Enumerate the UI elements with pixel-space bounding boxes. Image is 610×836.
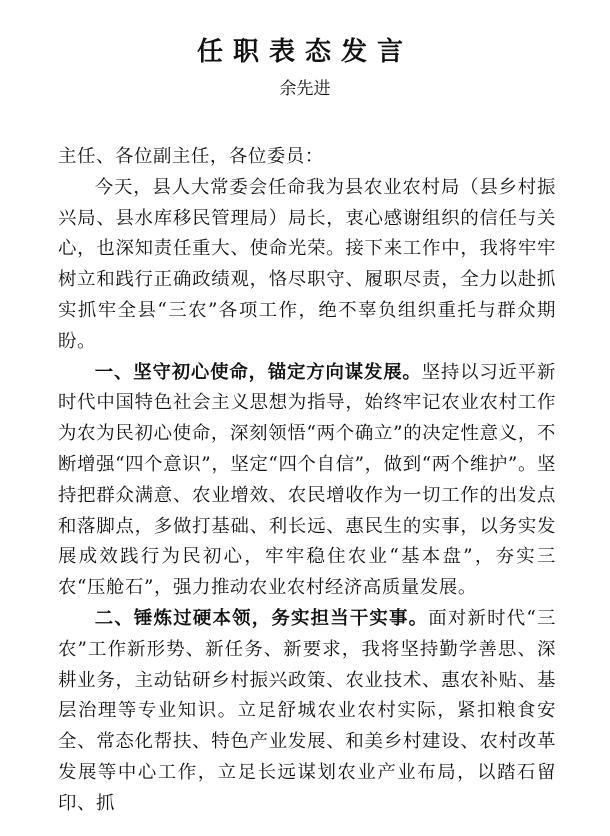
section-2-paragraph	[58, 604, 556, 820]
intro-paragraph: 今天，县人大常委会任命我为县农业农村局（县乡村振兴局、县水库移民管理局）局长，衷心感谢组织的信任与关心，也深知责任重大、使命光荣。接下来工作中，我将牢牢树立和践行正确政绩观，恪尽职守、履职尽责，全力以赴抓实抓牢全县“三农”各项工作，绝不辜负组织重托与群众期盼。	[58, 176, 556, 352]
author-name: 余先进	[279, 79, 331, 99]
section-2-text: 面对新时代“三农”工作新形势、新任务、新要求，我将坚持勤学善思、深耕业务，主动钻研乡村振兴政策、农业技术、惠农补贴、基层治理等专业知识。立足舒城农业农村实际，紧扣粮食安全、常态化帮扶、特色产业发展、和美乡村建设、农村改革发展等中心工作，立足长远谋划农业产业布局，以踏石留印、抓	[58, 607, 557, 814]
section-2-heading: 二、锤炼过硬本领，务实担当干实事。	[94, 607, 429, 629]
section-1-heading: 一、坚守初心使命，锚定方向谋发展。	[94, 361, 422, 383]
section-1-text: 坚持以习近平新时代中国特色社会主义思想为指导，始终牢记农业农村工作为农为民初心使命，深刻领悟“两个确立”的决定性意义，不断增强“四个意识”，坚定“四个自信”，做到“两个维护”。坚持把群众满意、农业增效、农民增收作为一切工作的出发点和落脚点，多做打基础、利长远、惠民生的实事，以务实发展成效践行为民初心，牢牢稳住农业“基本盘”，夯实三农“压舱石”，强力推动农业农村经济高质量发展。	[58, 361, 557, 599]
section-1-paragraph	[58, 358, 556, 604]
salutation: 主任、各位副主任，各位委员：	[58, 146, 324, 167]
speech-body	[58, 142, 556, 820]
document-title: 任职表态发言	[196, 37, 413, 67]
